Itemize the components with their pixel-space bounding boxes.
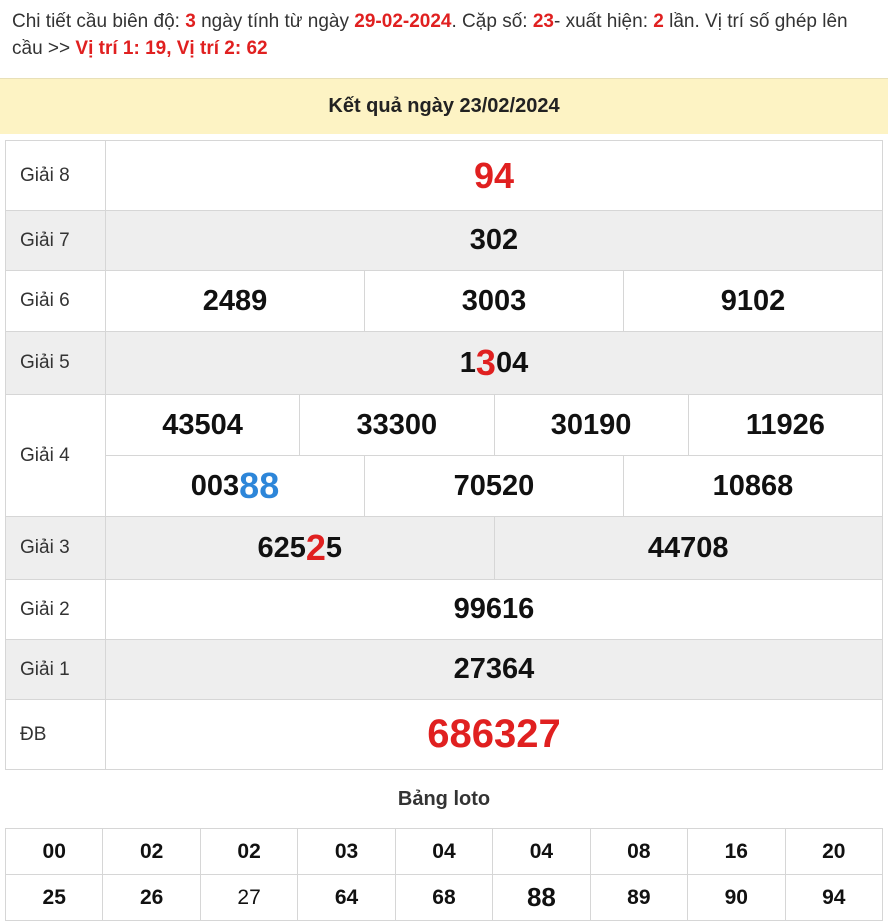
loto-cell: 64 bbox=[298, 875, 395, 921]
highlight-digit: 2 bbox=[305, 527, 326, 568]
desc-text: ngày tính từ ngày bbox=[195, 11, 355, 32]
prize-label: Giải 1 bbox=[6, 640, 106, 700]
appear-count: 2 bbox=[653, 11, 664, 32]
loto-cell: 03 bbox=[298, 829, 395, 875]
highlight-digits: 88 bbox=[239, 465, 280, 506]
pair-number: 23 bbox=[532, 11, 554, 32]
prize-2-value: 99616 bbox=[453, 593, 535, 625]
prize-label: ĐB bbox=[6, 700, 106, 770]
loto-cell: 00 bbox=[6, 829, 103, 875]
prize-8-value: 94 bbox=[473, 154, 515, 196]
prize-6-value: 2489 bbox=[202, 284, 268, 317]
result-header: Kết quả ngày 23/02/2024 bbox=[0, 78, 888, 134]
loto-title: Bảng loto bbox=[397, 788, 491, 810]
prize-4-value bbox=[106, 456, 364, 516]
loto-cell: 94 bbox=[785, 875, 883, 921]
prize-4-value: 33300 bbox=[299, 395, 493, 455]
prize-3-value: 44708 bbox=[494, 517, 883, 579]
desc-text: . Cặp số: bbox=[451, 11, 533, 32]
prize-4-value: 43504 bbox=[162, 408, 243, 441]
result-table bbox=[5, 140, 883, 770]
prize-1-value: 27364 bbox=[453, 653, 535, 685]
loto-cell-highlight: 27 bbox=[200, 875, 297, 921]
digits: 5 bbox=[325, 531, 343, 564]
prize-label: Giải 3 bbox=[6, 517, 106, 580]
loto-cell: 25 bbox=[6, 875, 103, 921]
loto-cell: 02 bbox=[200, 829, 297, 875]
desc-text: lần. Vị trí số ghép lên cầu >> bbox=[12, 11, 848, 59]
prize-label: Giải 2 bbox=[6, 580, 106, 640]
prize-3-value bbox=[106, 517, 494, 579]
loto-cell: 02 bbox=[103, 829, 200, 875]
prize-4-value: 11926 bbox=[688, 395, 882, 455]
digits: 625 bbox=[257, 531, 306, 564]
prize-label: Giải 6 bbox=[6, 271, 106, 332]
prize-4-value: 10868 bbox=[623, 456, 882, 516]
prize-4-value: 70520 bbox=[364, 456, 623, 516]
loto-table bbox=[5, 828, 883, 921]
special-prize-value: 686327 bbox=[427, 712, 561, 756]
loto-cell: 89 bbox=[590, 875, 687, 921]
positions-text: Vị trí 1: 19, Vị trí 2: 62 bbox=[75, 38, 268, 59]
loto-cell: 08 bbox=[590, 829, 687, 875]
loto-cell: 04 bbox=[395, 829, 492, 875]
loto-cell: 20 bbox=[785, 829, 883, 875]
prize-label: Giải 4 bbox=[6, 395, 106, 517]
digits: 04 bbox=[495, 346, 529, 379]
days-count: 3 bbox=[185, 11, 196, 32]
desc-text: Chi tiết cầu biên độ: bbox=[12, 11, 186, 32]
prize-label: Giải 7 bbox=[6, 211, 106, 271]
digits: 1 bbox=[459, 346, 476, 379]
start-date: 29-02-2024 bbox=[354, 11, 452, 32]
digits: 003 bbox=[190, 469, 240, 502]
loto-cell: 26 bbox=[103, 875, 200, 921]
prize-label: Giải 5 bbox=[6, 332, 106, 395]
prize-6-value: 9102 bbox=[623, 271, 882, 331]
prize-5-value bbox=[106, 332, 882, 394]
loto-cell: 68 bbox=[395, 875, 492, 921]
highlight-digit: 3 bbox=[475, 342, 496, 383]
bridge-description bbox=[12, 8, 882, 62]
loto-cell-highlight: 88 bbox=[493, 875, 590, 921]
prize-4-value: 30190 bbox=[494, 395, 688, 455]
loto-cell: 16 bbox=[688, 829, 785, 875]
prize-6-value: 3003 bbox=[364, 271, 623, 331]
prize-7-value: 302 bbox=[469, 224, 519, 256]
loto-cell: 04 bbox=[493, 829, 590, 875]
prize-label: Giải 8 bbox=[6, 141, 106, 211]
loto-cell: 90 bbox=[688, 875, 785, 921]
desc-text: - xuất hiện: bbox=[553, 11, 654, 32]
